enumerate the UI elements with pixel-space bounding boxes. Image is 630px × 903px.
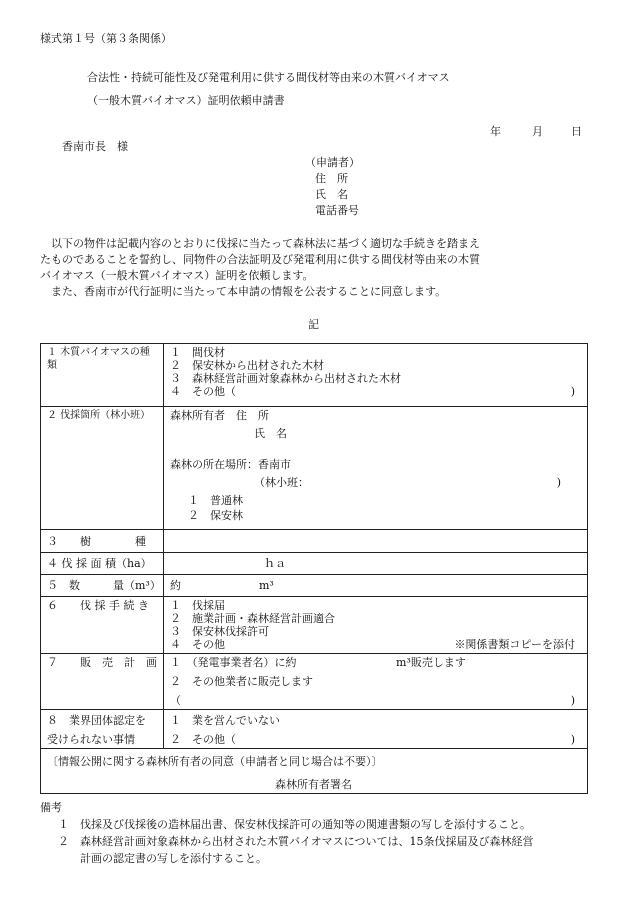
sales-line-1-a: １ （発電事業者名）に約 [170,656,297,669]
cell-industry-cert [164,710,588,749]
applicant-phone: 電話番号 [315,204,359,217]
biomass-option-4 [170,385,581,398]
title-line-1: 合法性・持続可能性及び発電利用に供する間伐材等由来の木質バイオマス [87,71,450,84]
owner-name: 氏 名 [254,427,287,440]
owner-address: 森林所有者 住 所 [170,409,269,422]
note-item-3: 計画の認定書の写しを添付すること。 [58,852,267,865]
row-procedures [41,597,588,654]
rinshohan-label: （林小班： [254,476,309,489]
cert-option-1: １ 業を営んでいない [170,714,280,727]
title-line-2: （一般木質バイオマス）証明依頼申請書 [87,94,285,107]
procedure-option-3: ３ 保安林伐採許可 [170,625,269,638]
biomass-option-4-label: ４ その他（ [170,385,236,398]
sales-line-1 [170,656,581,669]
close-paren: ) [556,476,561,489]
row-volume [41,575,588,597]
notes-heading: 備考 [40,801,62,814]
applicant-heading: （申請者） [305,156,360,169]
ki-heading: 記 [308,318,319,331]
sales-line-3 [170,694,581,707]
owner-signature: 森林所有者署名 [275,778,352,791]
area-unit: ｈａ [264,557,286,570]
label-industry-cert-2: 受けられない事情 [47,733,135,746]
row-tree-species [41,530,588,553]
date-year: 年 [490,125,501,138]
date-month: 月 [532,125,543,138]
close-paren: ) [570,385,575,398]
label-tree-species: ３ 樹 種 [41,530,164,553]
label-area: ４ 伐 採 面 積（ha） [41,553,164,575]
procedure-option-4 [170,638,581,651]
body-line: また、香南市が代行証明に当たって本申請の情報を公表することに同意します。 [40,285,447,298]
cell-biomass-type [164,344,588,407]
label-industry-cert [41,710,164,749]
body-line: 以下の物件は記載内容のとおりに伐採に当たって森林法に基づく適切な手続きを踏まえ [40,237,480,250]
label-sales-plan: ７ 販 売 計 画 [41,654,164,710]
procedure-option-1: １ 伐採届 [170,599,225,612]
addressee: 香南市長 様 [62,140,128,153]
cell-consent [41,749,588,794]
procedure-option-2: ２ 施業計画・森林経営計画適合 [170,612,335,625]
note-item-1: １ 伐採及び伐採後の造林届出書、保安林伐採許可の通知等の関連書類の写しを添付すること。 [58,818,531,831]
forest-option-2: ２ 保安林 [188,509,243,522]
cell-volume [164,575,588,597]
label-industry-cert-1: ８ 業界団体認定を [47,714,146,727]
sales-line-1-b: m³販売します [396,656,466,669]
cell-logging-site [164,407,588,530]
procedure-option-4-label: ４ その他 [170,638,225,651]
label-biomass-type: １ 木質バイオマスの種類 [41,344,164,407]
row-area [41,553,588,575]
forest-location: 森林の所在場所：香南市 [170,458,291,471]
note-item-2: ２ 森林経営計画対象森林から出材された木質バイオマスについては、15条伐採届及び森林経営 [58,835,534,848]
notes [40,799,533,867]
label-volume: ５ 数 量（m³） [41,575,164,597]
row-sales-plan [41,654,588,710]
row-consent [41,749,588,794]
close-paren: ) [570,694,575,707]
application-table [40,343,588,794]
attach-note: ※関係書類コピーを添付 [454,638,575,651]
label-logging-site: ２ 伐採箇所（林小班） [41,407,164,530]
row-industry-cert [41,710,588,749]
biomass-option-1: １ 間伐材 [170,346,225,359]
cell-tree-species [164,530,588,553]
cell-area [164,553,588,575]
consent-heading: 〔情報公開に関する森林所有者の同意（申請者と同じ場合は不要）〕 [47,755,383,768]
cert-option-2 [170,733,581,746]
form-number: 様式第１号（第３条関係） [40,32,172,45]
label-procedures: ６ 伐 採 手 続 き [41,597,164,654]
cell-procedures [164,597,588,654]
close-paren: ) [570,733,575,746]
open-paren: （ [170,694,181,707]
date-day: 日 [571,125,582,138]
applicant-name: 氏 名 [315,188,348,201]
biomass-option-2: ２ 保安林から出材された木材 [170,359,324,372]
biomass-option-3: ３ 森林経営計画対象森林から出材された木材 [170,372,401,385]
rinshohan-line [170,476,581,489]
forest-option-1: １ 普通林 [188,494,243,507]
row-logging-site [41,407,588,530]
volume-approx: 約 [170,579,181,592]
body-line: バイオマス（一般木質バイオマス）証明を依頼します。 [40,269,314,282]
sales-line-2: ２ その他業者に販売します [170,675,313,688]
cell-sales-plan [164,654,588,710]
body-line: たものであることを誓約し、同物件の合法証明及び発電利用に供する間伐材等由来の木質 [40,253,480,266]
applicant-address: 住 所 [315,172,348,185]
volume-unit: m³ [259,579,274,592]
body-text [40,236,480,300]
cert-option-2-label: ２ その他（ [170,733,236,746]
row-biomass-type [41,344,588,407]
